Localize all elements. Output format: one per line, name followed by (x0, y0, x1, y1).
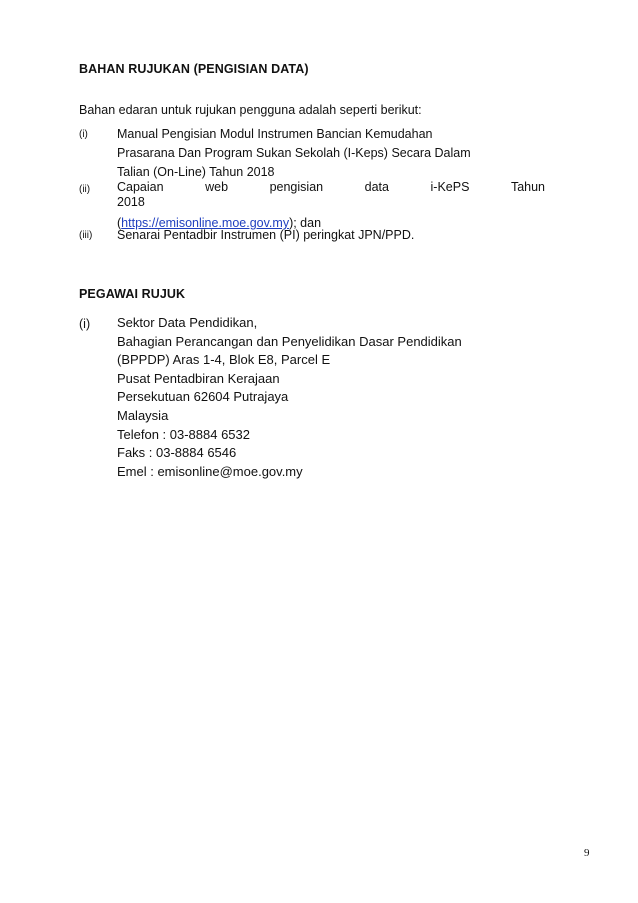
contact-line: Malaysia (117, 407, 169, 423)
word: Capaian (117, 180, 164, 194)
item-number: (i) (79, 317, 91, 331)
section-heading-pegawai-rujuk: PEGAWAI RUJUK (79, 287, 186, 301)
item-line: 2018 (117, 195, 145, 209)
contact-fax: Faks : 03-8884 6546 (117, 445, 237, 461)
emisonline-link[interactable]: https://emisonline.moe.gov.my (121, 216, 290, 230)
item-text (117, 125, 545, 182)
section-heading-bahan-rujukan: BAHAN RUJUKAN (PENGISIAN DATA) (79, 62, 309, 76)
item-number: (iii) (79, 230, 93, 241)
item-line: Manual Pengisian Modul Instrumen Bancian Kemudahan (117, 127, 433, 141)
contact-email: Emel : emisonline@moe.gov.my (117, 463, 303, 479)
paren-open: ( (117, 216, 122, 230)
contact-lines (117, 314, 557, 481)
item-line: Talian (On-Line) Tahun 2018 (117, 165, 275, 179)
word: pengisian (269, 180, 324, 194)
intro-text: Bahan edaran untuk rujukan pengguna adalah seperti berikut: (79, 103, 422, 117)
contact-line: Persekutuan 62604 Putrajaya (117, 389, 289, 405)
item-line-justified (117, 180, 545, 195)
item-number: (ii) (79, 184, 91, 195)
item-line: Prasarana Dan Program Sukan Sekolah (I-Keps) Secara Dalam (117, 146, 471, 160)
page-number: 9 (584, 847, 590, 859)
word: i-KePS (430, 180, 470, 194)
item-number: (i) (79, 129, 88, 140)
contact-line: Sektor Data Pendidikan, (117, 315, 258, 330)
contact-line: Pusat Pentadbiran Kerajaan (117, 370, 280, 386)
word: data (364, 180, 389, 194)
word: Tahun (510, 180, 545, 194)
word: web (205, 180, 229, 194)
contact-line: (BPPDP) Aras 1-4, Blok E8, Parcel E (117, 352, 331, 368)
contact-phone: Telefon : 03-8884 6532 (117, 426, 250, 442)
item-text: Senarai Pentadbir Instrumen (PI) peringkat JPN/PPD. (117, 228, 415, 242)
contact-line: Bahagian Perancangan dan Penyelidikan Dasar Pendidikan (117, 333, 462, 349)
paren-close: ); dan (289, 216, 322, 230)
